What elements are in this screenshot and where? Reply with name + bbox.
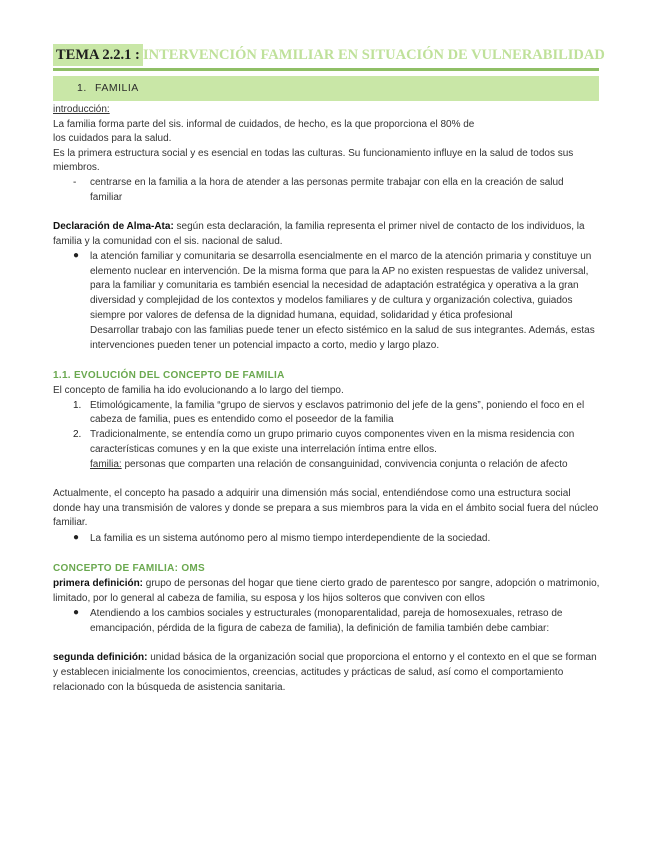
alma-ata-text: según esta declaración, la familia representa el primer nivel de contacto de los individuos, la — [173, 221, 585, 232]
numbered-item-line: características comunes y en la que existe una interrelación íntima entre ellos. — [90, 444, 437, 455]
intro-line: los cuidados para la salud. — [53, 133, 172, 144]
oms-bullet-line: emancipación, pérdida de la figura de cabeza de familia), la definición de familia también debe cambiar: — [90, 623, 550, 634]
dash-marker: - — [73, 177, 77, 188]
familia-term: familia: — [90, 459, 122, 470]
bullet-marker: ● — [73, 532, 80, 543]
dash-item-line: familiar — [90, 192, 123, 203]
alma-ata-bullet-line: intervenciones pueden tener un potencial impacto a corto, medio y largo plazo. — [90, 340, 440, 351]
first-definition-text: grupo de personas del hogar que tiene cierto grado de parentesco por sangre, adopción o matrimonio, — [143, 578, 600, 589]
first-definition-line: limitado, por lo general al cabeza de familia, su esposa y los hijos solteros que conviven con ellos — [53, 593, 485, 604]
intro-heading: introducción: — [53, 104, 110, 115]
oms-bullet-line: Atendiendo a los cambios sociales y estructurales (monoparentalidad, pareja de homosexuales, retraso de — [90, 608, 563, 619]
intro-line: Es la primera estructura social y es esencial en todas las culturas. Su funcionamiento influye en la salud de todos sus — [53, 148, 574, 159]
evolution-intro: El concepto de familia ha ido evolucionando a lo largo del tiempo. — [53, 385, 344, 396]
second-definition-line: relacionado con la búsqueda de asistencia sanitaria. — [53, 682, 286, 693]
first-definition-line — [53, 577, 599, 591]
current-concept-line: Actualmente, el concepto ha pasado a adquirir una dimensión más social, entendiéndose como una estructura social — [53, 488, 571, 499]
alma-ata-bullet-line: diversidad y complejidad de los contextos y modelos familiares y de cultura y organización colectiva, guiados — [90, 295, 573, 306]
dash-item-line: centrarse en la familia a la hora de atender a las personas permite trabajar con ella en la creación de salud — [90, 177, 564, 188]
intro-line: La familia forma parte del sis. informal de cuidados, de hecho, es la que proporciona el 80% de — [53, 119, 475, 130]
system-bullet-text: La familia es un sistema autónomo pero al mismo tiempo interdependiente de la sociedad. — [90, 533, 491, 544]
second-definition-line — [53, 651, 597, 665]
alma-ata-bullet-line: para la familiar y comunitaria es también esencial la necesidad de adaptación estratégica y operativa a la gran — [90, 280, 579, 291]
numbered-item-line: Etimológicamente, la familia “grupo de siervos y esclavos patrimonio del jefe de la gens”, poniendo el foco en el — [90, 400, 585, 411]
alma-ata-bullet-line: Desarrollar trabajo con las familias puede tener un efecto sistémico en la salud de sus integrantes. Además, estas — [90, 325, 595, 336]
bullet-marker: ● — [73, 250, 80, 261]
current-concept-line: donde hay una transmisión de valores y donde se prepara a sus miembros para la vida en el ámbito social fuera del núcleo — [53, 503, 599, 514]
second-definition-term: segunda definición: — [53, 652, 148, 663]
alma-ata-paragraph-line: familia y la comunidad con el sis. nacional de salud. — [53, 236, 283, 247]
intro-line: miembros. — [53, 162, 100, 173]
topic-title: INTERVENCIÓN FAMILIAR EN SITUACIÓN DE VULNERABILIDAD — [143, 47, 605, 63]
familia-definition-line — [90, 458, 568, 472]
second-definition-line: y establecen inicialmente los conocimientos, creencias, actitudes y prácticas de salud, así como el comportamiento — [53, 667, 564, 678]
current-concept-line: familiar. — [53, 517, 88, 528]
alma-ata-bullet-line: la atención familiar y comunitaria se desarrolla esencialmente en el marco de la atención primaria y constituye un — [90, 251, 592, 262]
section-label: FAMILIA — [95, 82, 139, 94]
topic-label: TEMA 2.2.1 : — [53, 44, 143, 66]
numbered-item-line: Tradicionalmente, se entendía como un grupo primario cuyos componentes viven en la misma residencia con — [90, 429, 575, 440]
bullet-marker: ● — [73, 607, 80, 618]
first-definition-term: primera definición: — [53, 578, 144, 589]
evolution-heading: 1.1. EVOLUCIÓN DEL CONCEPTO DE FAMILIA — [53, 370, 285, 381]
alma-ata-term: Declaración de Alma-Ata: — [53, 221, 174, 232]
alma-ata-bullet-line: elemento nuclear en intervención. De la misma forma que para la AP no existen respuestas de validez universal, — [90, 266, 589, 277]
topic-title-bar — [53, 44, 605, 71]
section-number: 1. — [77, 82, 87, 94]
oms-heading: CONCEPTO DE FAMILIA: OMS — [53, 563, 206, 574]
second-definition-text: unidad básica de la organización social que proporciona el entorno y el contexto en el que se forman — [147, 652, 597, 663]
list-number: 2. — [73, 429, 82, 440]
alma-ata-bullet-line: siempre por valores de defensa de la dignidad humana, equidad, solidaridad y ética profesional — [90, 310, 513, 321]
numbered-item-line: cabeza de familia, pues es entendido como el poseedor de la familia — [90, 414, 394, 425]
alma-ata-paragraph-line — [53, 220, 585, 234]
familia-definition: personas que comparten una relación de consanguinidad, convivencia conjunta o relación de afecto — [121, 459, 568, 470]
section-header-familia — [53, 76, 599, 101]
list-number: 1. — [73, 400, 82, 411]
